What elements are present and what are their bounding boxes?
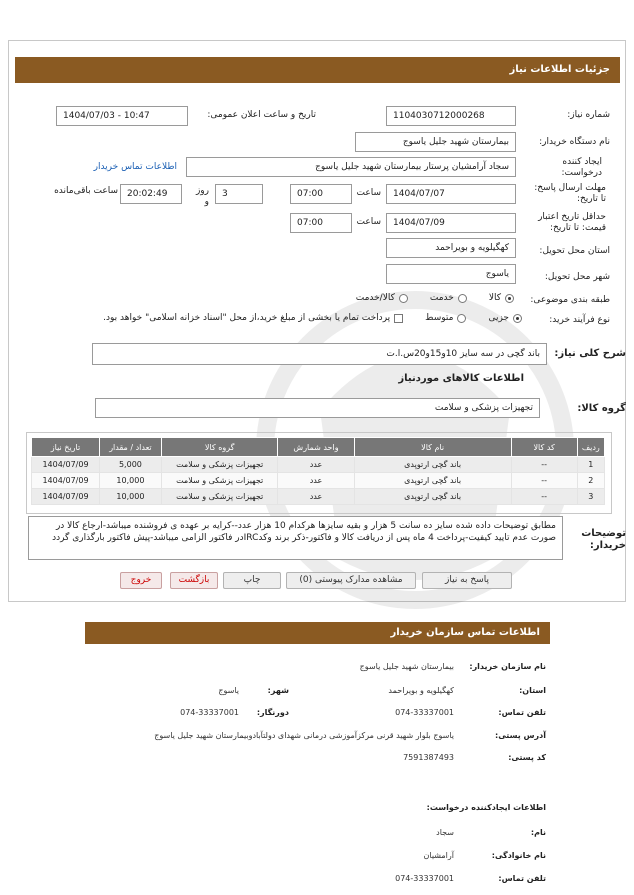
price-validity-time-label: ساعت [356, 217, 381, 227]
buyer-notes-field[interactable] [28, 516, 563, 560]
exit-button[interactable]: خروج [120, 572, 162, 589]
buyer-org-field[interactable]: بیمارستان شهید جلیل یاسوج [355, 132, 516, 152]
row-qty: 5,000 [100, 457, 162, 473]
table-row [32, 489, 605, 505]
row-unit: عدد [278, 473, 354, 489]
summary-label: شرح کلی نیاز: [554, 348, 626, 359]
process-label: نوع فرآیند خرید: [549, 315, 610, 325]
contact-province-label: استان: [519, 686, 546, 695]
row-index: 1 [577, 457, 604, 473]
col-qty: تعداد / مقدار [100, 438, 162, 457]
contact-fax-label: دورنگار: [256, 708, 289, 717]
category-options [356, 293, 514, 303]
row-code: -- [511, 489, 577, 505]
row-code: -- [511, 473, 577, 489]
requester-label-text: ایجاد کننده درخواست: [561, 157, 602, 178]
price-validity-label-text: حداقل تاریخ اعتبار قیمت: تا تاریخ: [538, 212, 606, 233]
goods-group-field[interactable]: تجهیزات پزشکی و سلامت [95, 398, 540, 418]
col-group: گروه کالا [161, 438, 278, 457]
radio-icon [505, 294, 514, 303]
announce-datetime-label: تاریخ و ساعت اعلان عمومی: [207, 110, 316, 120]
row-code: -- [511, 457, 577, 473]
category-option-goods[interactable]: کالا [489, 293, 514, 303]
summary-field[interactable]: باند گچی در سه سایز 10و15و20س.ا.ت [92, 343, 547, 365]
items-table [31, 437, 605, 505]
row-qty: 10,000 [100, 473, 162, 489]
row-item-name: باند گچی ارتوپدی [354, 457, 511, 473]
goods-group-label: گروه کالا: [577, 403, 626, 414]
row-index: 3 [577, 489, 604, 505]
contact-province-value: کهگیلویه و بویراحمد [388, 686, 454, 695]
row-group: تجهیزات پزشکی و سلامت [161, 473, 278, 489]
contact-city-value: یاسوج [218, 686, 239, 695]
row-qty: 10,000 [100, 489, 162, 505]
table-row [32, 473, 605, 489]
delivery-city-field[interactable]: یاسوج [386, 264, 516, 284]
reply-button[interactable]: پاسخ به نیاز [422, 572, 512, 589]
contact-postal-value: 7591387493 [403, 753, 454, 762]
row-unit: عدد [278, 489, 354, 505]
remaining-time: 20:02:49 [120, 184, 182, 204]
reply-deadline-date[interactable]: 1404/07/07 [386, 184, 516, 204]
row-date: 1404/07/09 [32, 457, 100, 473]
process-option-medium[interactable]: متوسط [425, 313, 466, 323]
goods-info-title: اطلاعات کالاهای موردنیاز [398, 373, 524, 384]
reply-deadline-label [531, 183, 606, 205]
col-date: تاریخ نیاز [32, 438, 100, 457]
attachments-button[interactable]: مشاهده مدارک پیوستی (0) [286, 572, 416, 589]
reply-deadline-label-text: مهلت ارسال پاسخ: تا تاریخ: [534, 183, 606, 204]
creator-first-name-label: نام: [530, 828, 546, 837]
row-unit: عدد [278, 457, 354, 473]
buyer-org-label: نام دستگاه خریدار: [539, 137, 610, 147]
contact-city-label: شهر: [267, 686, 289, 695]
page-title: جزئیات اطلاعات نیاز [15, 57, 620, 83]
items-table-header [32, 438, 605, 457]
radio-icon [457, 314, 466, 323]
days-label: روز و [195, 186, 209, 207]
creator-phone-value: 074-33337001 [395, 874, 454, 883]
contact-phone-value: 074-33337001 [395, 708, 454, 717]
row-item-name: باند گچی ارتوپدی [354, 473, 511, 489]
row-date: 1404/07/09 [32, 473, 100, 489]
reply-deadline-time-label: ساعت [356, 188, 381, 198]
delivery-province-label: استان محل تحویل: [539, 246, 610, 256]
buyer-contact-link[interactable]: اطلاعات تماس خریدار [93, 162, 177, 172]
creator-section-title: اطلاعات ایجادکننده درخواست: [426, 803, 546, 812]
need-number-label: شماره نیاز: [567, 110, 610, 120]
checkbox-icon [394, 314, 403, 323]
col-row: ردیف [577, 438, 604, 457]
row-item-name: باند گچی ارتوپدی [354, 489, 511, 505]
treasury-payment-option[interactable]: پرداخت تمام یا بخشی از مبلغ خرید،از محل "اسناد خزانه اسلامی" خواهد بود. [103, 313, 403, 323]
radio-icon [458, 294, 467, 303]
requester-field[interactable]: سجاد آرامشیان پرستار بیمارستان شهید جلیل یاسوج [186, 157, 516, 177]
contact-org-label: نام سازمان خریدار: [469, 662, 546, 671]
need-number-field[interactable]: 1104030712000268 [386, 106, 516, 126]
buyer-notes-text: مطابق توضیحات داده شده سایز ده سانت 5 هزار و بقیه سایزها هرکدام 10 هزار عدد--کرایه بر عهده ی فروشنده میباشد-ارجاع کالا در صورت عدم تایید کیفیت-پرداخت 4 ماه پس از دریافت کالا و فاکتور-ذکر برند وکدIRCدر فاکتور الزامی میباشد-پیش فاکتور بارگذاری گردد [52, 521, 556, 543]
creator-phone-label: تلفن تماس: [498, 874, 546, 883]
col-unit: واحد شمارش [278, 438, 354, 457]
contact-postal-label: کد پستی: [508, 753, 546, 762]
category-option-goods-service[interactable]: کالا/خدمت [356, 293, 408, 303]
back-button[interactable]: بازگشت [170, 572, 218, 589]
contact-address-value: یاسوج بلوار شهید قرنی مرکزآموزشی درمانی شهدای دولتآبادوبیمارستان شهید جلیل یاسوج [154, 731, 454, 740]
col-code: کد کالا [511, 438, 577, 457]
category-label: طبقه بندی موضوعی: [530, 295, 610, 305]
contact-phone-label: تلفن تماس: [498, 708, 546, 717]
announce-datetime-field[interactable]: 1404/07/03 - 10:47 [56, 106, 188, 126]
creator-last-name-value: آرامشیان [423, 851, 454, 860]
delivery-city-label: شهر محل تحویل: [544, 272, 610, 282]
table-row [32, 457, 605, 473]
requester-label [532, 157, 602, 179]
price-validity-label [531, 212, 606, 234]
col-name: نام کالا [354, 438, 511, 457]
radio-icon [399, 294, 408, 303]
print-button[interactable]: چاپ [223, 572, 281, 589]
process-options [103, 313, 522, 323]
price-validity-time[interactable]: 07:00 [290, 213, 352, 233]
reply-deadline-time[interactable]: 07:00 [290, 184, 352, 204]
delivery-province-field[interactable]: کهگیلویه و بویراحمد [386, 238, 516, 258]
contact-org-value: بیمارستان شهید جلیل یاسوج [359, 662, 454, 671]
row-index: 2 [577, 473, 604, 489]
contact-section-title: اطلاعات تماس سازمان خریدار [85, 622, 550, 644]
contact-address-label: آدرس پستی: [495, 731, 546, 740]
buyer-notes-label-text: توضیحات خریدار: [581, 528, 626, 551]
row-date: 1404/07/09 [32, 489, 100, 505]
remaining-days: 3 [215, 184, 263, 204]
contact-fax-value: 074-33337001 [180, 708, 239, 717]
creator-last-name-label: نام خانوادگی: [491, 851, 546, 860]
category-option-service[interactable]: خدمت [430, 293, 467, 303]
creator-first-name-value: سجاد [436, 828, 454, 837]
radio-icon [513, 314, 522, 323]
row-group: تجهیزات پزشکی و سلامت [161, 457, 278, 473]
price-validity-date[interactable]: 1404/07/09 [386, 213, 516, 233]
remaining-time-label: ساعت باقی‌مانده [54, 186, 118, 196]
process-option-minor[interactable]: جزیی [488, 313, 522, 323]
row-group: تجهیزات پزشکی و سلامت [161, 489, 278, 505]
buyer-notes-label [578, 528, 626, 552]
